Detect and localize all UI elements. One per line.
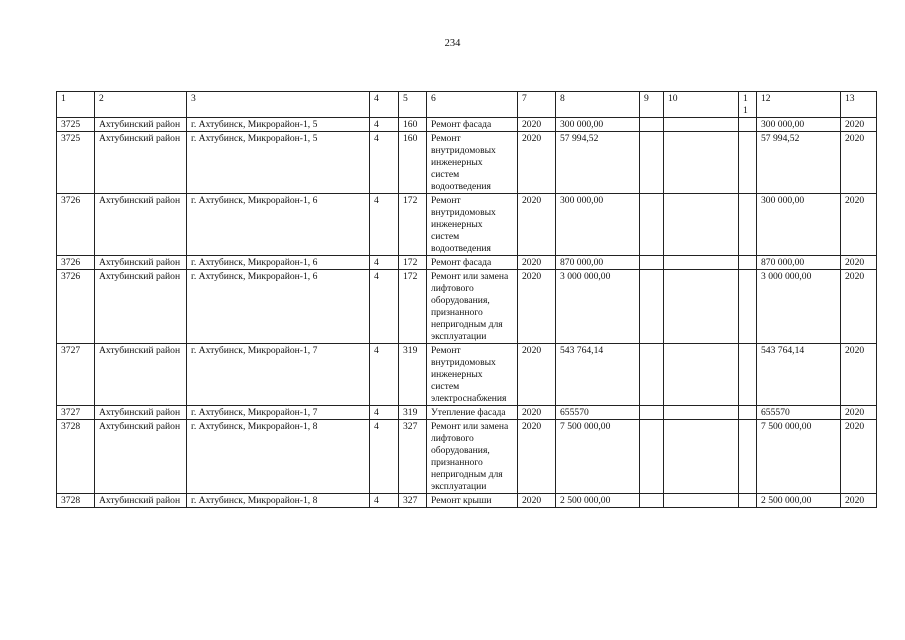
- year-completion-cell: 2020: [841, 420, 877, 494]
- year-completion-cell: 2020: [841, 270, 877, 344]
- column-11-cell: [739, 494, 757, 508]
- column-11-cell: [739, 344, 757, 406]
- district-cell: Ахтубинский район: [95, 194, 187, 256]
- work-type-cell: Ремонт фасада: [427, 256, 518, 270]
- column-11-cell: [739, 132, 757, 194]
- address-cell: г. Ахтубинск, Микрорайон-1, 6: [187, 256, 370, 270]
- record-id-cell: 3728: [57, 494, 95, 508]
- column-4-cell: 4: [370, 194, 399, 256]
- column-9-cell: [640, 256, 664, 270]
- address-cell: г. Ахтубинск, Микрорайон-1, 6: [187, 194, 370, 256]
- table-row: [57, 494, 877, 508]
- year-planned-cell: 2020: [518, 344, 556, 406]
- cost-total-cell: 7 500 000,00: [556, 420, 640, 494]
- header-cell-4: 4: [370, 92, 399, 118]
- record-id-cell: 3726: [57, 270, 95, 344]
- column-5-cell: 319: [399, 406, 427, 420]
- work-type-cell: Ремонт крыши: [427, 494, 518, 508]
- cost-fund-cell: 543 764,14: [757, 344, 841, 406]
- cost-fund-cell: 870 000,00: [757, 256, 841, 270]
- table-row: [57, 270, 877, 344]
- year-planned-cell: 2020: [518, 406, 556, 420]
- district-cell: Ахтубинский район: [95, 118, 187, 132]
- cost-total-cell: 870 000,00: [556, 256, 640, 270]
- record-id-cell: 3727: [57, 406, 95, 420]
- year-planned-cell: 2020: [518, 270, 556, 344]
- table-row: [57, 344, 877, 406]
- cost-fund-cell: 300 000,00: [757, 194, 841, 256]
- address-cell: г. Ахтубинск, Микрорайон-1, 5: [187, 132, 370, 194]
- record-id-cell: 3727: [57, 344, 95, 406]
- column-5-cell: 327: [399, 494, 427, 508]
- district-cell: Ахтубинский район: [95, 420, 187, 494]
- cost-fund-cell: 2 500 000,00: [757, 494, 841, 508]
- district-cell: Ахтубинский район: [95, 494, 187, 508]
- year-planned-cell: 2020: [518, 118, 556, 132]
- district-cell: Ахтубинский район: [95, 270, 187, 344]
- header-row: [57, 92, 877, 118]
- column-5-cell: 172: [399, 194, 427, 256]
- table-row: [57, 256, 877, 270]
- cost-total-cell: 300 000,00: [556, 194, 640, 256]
- column-5-cell: 160: [399, 118, 427, 132]
- year-completion-cell: 2020: [841, 494, 877, 508]
- header-cell-3: 3: [187, 92, 370, 118]
- year-planned-cell: 2020: [518, 194, 556, 256]
- column-9-cell: [640, 406, 664, 420]
- address-cell: г. Ахтубинск, Микрорайон-1, 8: [187, 494, 370, 508]
- work-type-cell: Ремонт фасада: [427, 118, 518, 132]
- header-cell-2: 2: [95, 92, 187, 118]
- column-9-cell: [640, 344, 664, 406]
- address-cell: г. Ахтубинск, Микрорайон-1, 8: [187, 420, 370, 494]
- work-type-cell: Утепление фасада: [427, 406, 518, 420]
- header-cell-8: 8: [556, 92, 640, 118]
- district-cell: Ахтубинский район: [95, 132, 187, 194]
- column-11-cell: [739, 406, 757, 420]
- column-10-cell: [664, 194, 739, 256]
- column-10-cell: [664, 118, 739, 132]
- column-10-cell: [664, 270, 739, 344]
- address-cell: г. Ахтубинск, Микрорайон-1, 7: [187, 344, 370, 406]
- column-5-cell: 160: [399, 132, 427, 194]
- column-11-cell: [739, 194, 757, 256]
- column-5-cell: 172: [399, 270, 427, 344]
- cost-total-cell: 300 000,00: [556, 118, 640, 132]
- header-cell-9: 9: [640, 92, 664, 118]
- cost-fund-cell: 3 000 000,00: [757, 270, 841, 344]
- cost-fund-cell: 57 994,52: [757, 132, 841, 194]
- cost-total-cell: 2 500 000,00: [556, 494, 640, 508]
- address-cell: г. Ахтубинск, Микрорайон-1, 5: [187, 118, 370, 132]
- column-5-cell: 319: [399, 344, 427, 406]
- column-4-cell: 4: [370, 406, 399, 420]
- header-cell-12: 12: [757, 92, 841, 118]
- table-body: [57, 92, 877, 508]
- column-11-cell: [739, 118, 757, 132]
- record-id-cell: 3726: [57, 194, 95, 256]
- column-4-cell: 4: [370, 256, 399, 270]
- column-10-cell: [664, 132, 739, 194]
- repair-program-table: [56, 91, 877, 508]
- year-completion-cell: 2020: [841, 344, 877, 406]
- header-cell-10: 10: [664, 92, 739, 118]
- year-planned-cell: 2020: [518, 420, 556, 494]
- column-9-cell: [640, 132, 664, 194]
- column-9-cell: [640, 420, 664, 494]
- work-type-cell: Ремонт внутридомовых инженерных систем водоотведения: [427, 132, 518, 194]
- header-cell-11: 11: [739, 92, 757, 118]
- header-cell-1: 1: [57, 92, 95, 118]
- record-id-cell: 3726: [57, 256, 95, 270]
- cost-total-cell: 655570: [556, 406, 640, 420]
- cost-total-cell: 543 764,14: [556, 344, 640, 406]
- year-planned-cell: 2020: [518, 132, 556, 194]
- record-id-cell: 3725: [57, 132, 95, 194]
- column-5-cell: 172: [399, 256, 427, 270]
- work-type-cell: Ремонт внутридомовых инженерных систем водоотведения: [427, 194, 518, 256]
- column-10-cell: [664, 494, 739, 508]
- work-type-cell: Ремонт внутридомовых инженерных систем электроснабжения: [427, 344, 518, 406]
- column-10-cell: [664, 344, 739, 406]
- cost-fund-cell: 300 000,00: [757, 118, 841, 132]
- column-5-cell: 327: [399, 420, 427, 494]
- column-10-cell: [664, 256, 739, 270]
- column-4-cell: 4: [370, 270, 399, 344]
- address-cell: г. Ахтубинск, Микрорайон-1, 7: [187, 406, 370, 420]
- table-row: [57, 118, 877, 132]
- column-9-cell: [640, 118, 664, 132]
- header-cell-6: 6: [427, 92, 518, 118]
- year-completion-cell: 2020: [841, 118, 877, 132]
- column-4-cell: 4: [370, 494, 399, 508]
- header-cell-7: 7: [518, 92, 556, 118]
- cost-total-cell: 57 994,52: [556, 132, 640, 194]
- record-id-cell: 3725: [57, 118, 95, 132]
- district-cell: Ахтубинский район: [95, 256, 187, 270]
- address-cell: г. Ахтубинск, Микрорайон-1, 6: [187, 270, 370, 344]
- table-row: [57, 420, 877, 494]
- district-cell: Ахтубинский район: [95, 344, 187, 406]
- district-cell: Ахтубинский район: [95, 406, 187, 420]
- column-9-cell: [640, 494, 664, 508]
- column-4-cell: 4: [370, 420, 399, 494]
- cost-total-cell: 3 000 000,00: [556, 270, 640, 344]
- page-number: 234: [444, 38, 461, 49]
- column-10-cell: [664, 406, 739, 420]
- year-completion-cell: 2020: [841, 132, 877, 194]
- column-11-cell: [739, 256, 757, 270]
- year-completion-cell: 2020: [841, 194, 877, 256]
- column-4-cell: 4: [370, 344, 399, 406]
- year-planned-cell: 2020: [518, 256, 556, 270]
- column-4-cell: 4: [370, 118, 399, 132]
- header-cell-13: 13: [841, 92, 877, 118]
- column-9-cell: [640, 270, 664, 344]
- cost-fund-cell: 7 500 000,00: [757, 420, 841, 494]
- year-completion-cell: 2020: [841, 406, 877, 420]
- work-type-cell: Ремонт или замена лифтового оборудования, признанного непригодным для эксплуатации: [427, 270, 518, 344]
- column-11-cell: [739, 270, 757, 344]
- column-11-cell: [739, 420, 757, 494]
- table-row: [57, 406, 877, 420]
- column-4-cell: 4: [370, 132, 399, 194]
- table-row: [57, 132, 877, 194]
- work-type-cell: Ремонт или замена лифтового оборудования, признанного непригодным для эксплуатации: [427, 420, 518, 494]
- year-planned-cell: 2020: [518, 494, 556, 508]
- header-cell-5: 5: [399, 92, 427, 118]
- table-row: [57, 194, 877, 256]
- year-completion-cell: 2020: [841, 256, 877, 270]
- column-10-cell: [664, 420, 739, 494]
- record-id-cell: 3728: [57, 420, 95, 494]
- column-9-cell: [640, 194, 664, 256]
- cost-fund-cell: 655570: [757, 406, 841, 420]
